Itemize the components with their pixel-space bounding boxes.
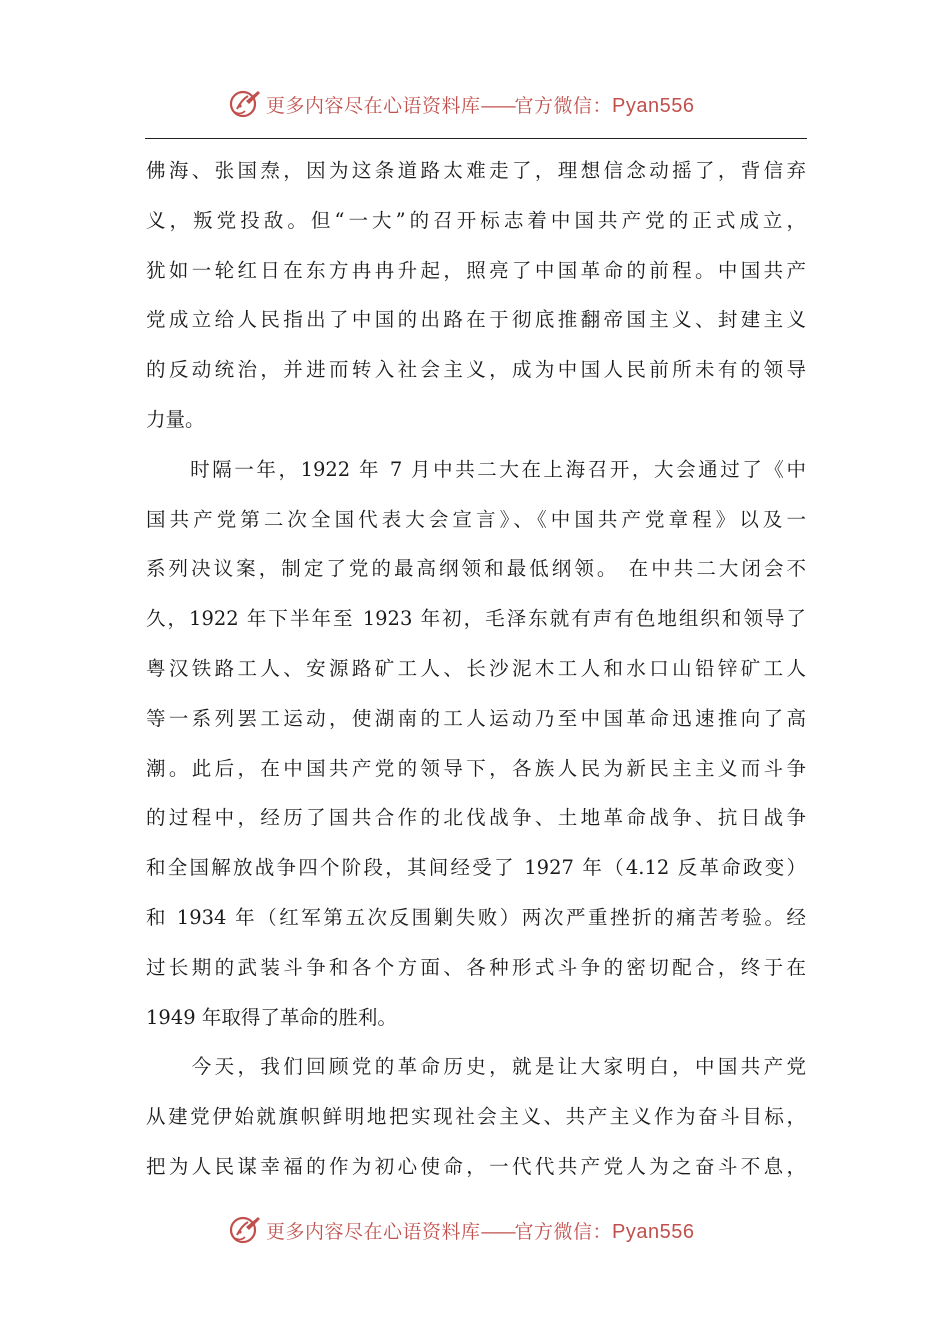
pen-logo-icon bbox=[228, 87, 262, 121]
header-divider bbox=[145, 138, 807, 139]
header-brand-line bbox=[266, 91, 695, 118]
text-line: 今天，我们回顾党的革命历史，就是让大家明白，中国共产党 bbox=[146, 1055, 806, 1079]
text-line: 久，1922 年下半年至 1923 年初，毛泽东就有声有色地组织和领导了 bbox=[146, 607, 806, 631]
header-wechat-id: Pyan556 bbox=[612, 94, 695, 117]
text-line: 义，叛党投敌。但“一大”的召开标志着中国共产党的正式成立， bbox=[146, 208, 806, 232]
article-body bbox=[146, 146, 806, 1192]
footer-brand-line bbox=[266, 1217, 695, 1244]
text-line: 力量。 bbox=[146, 407, 205, 431]
pen-logo-icon bbox=[228, 1213, 262, 1247]
footer-brand-text: 更多内容尽在心语资料库 bbox=[266, 1220, 481, 1243]
text-line: 党成立给人民指出了中国的出路在于彻底推翻帝国主义、封建主义 bbox=[146, 308, 806, 332]
text-line: 等一系列罢工运动，使湖南的工人运动乃至中国革命迅速推向了高 bbox=[146, 706, 806, 730]
text-line: 国共产党第二次全国代表大会宣言》、《中国共产党章程》以及一 bbox=[146, 507, 806, 531]
text-line: 的过程中，经历了国共合作的北伐战争、土地革命战争、抗日战争 bbox=[146, 806, 806, 830]
text-line: 系列决议案，制定了党的最高纲领和最低纲领。 在中共二大闭会不 bbox=[146, 557, 806, 581]
footer-dash: —— bbox=[480, 1220, 515, 1243]
text-line: 时隔一年，1922 年 7 月中共二大在上海召开，大会通过了《中 bbox=[146, 457, 806, 481]
text-line: 粤汉铁路工人、安源路矿工人、长沙泥木工人和水口山铅锌矿工人 bbox=[146, 656, 806, 680]
text-line: 佛海、张国焘，因为这条道路太难走了，理想信念动摇了，背信弃 bbox=[146, 159, 806, 182]
text-line: 把为人民谋幸福的作为初心使命，一代代共产党人为之奋斗不息， bbox=[146, 1154, 806, 1178]
footer-banner bbox=[0, 1210, 950, 1250]
text-line: 的反动统治，并进而转入社会主义，成为中国人民前所未有的领导 bbox=[146, 358, 806, 382]
text-line: 过长期的武装斗争和各个方面、各种形式斗争的密切配合，终于在 bbox=[146, 955, 806, 979]
text-line: 犹如一轮红日在东方冉冉升起，照亮了中国革命的前程。中国共产 bbox=[146, 258, 806, 282]
header-wechat-label: 官方微信： bbox=[514, 94, 613, 117]
header-banner bbox=[0, 84, 950, 124]
footer-wechat-label: 官方微信： bbox=[514, 1220, 613, 1243]
header-dash: —— bbox=[480, 94, 515, 117]
text-line: 从建党伊始就旗帜鲜明地把实现社会主义、共产主义作为奋斗目标， bbox=[146, 1105, 806, 1129]
text-line: 和全国解放战争四个阶段，其间经受了 1927 年（4.12 反革命政变） bbox=[146, 856, 806, 880]
text-line: 潮。此后，在中国共产党的领导下，各族人民为新民主主义而斗争 bbox=[146, 756, 806, 780]
footer-wechat-id: Pyan556 bbox=[612, 1220, 695, 1243]
text-line: 和 1934 年（红军第五次反围剿失败）两次严重挫折的痛苦考验。经 bbox=[146, 905, 806, 929]
text-line: 1949 年取得了革命的胜利。 bbox=[146, 1005, 397, 1029]
header-brand-text: 更多内容尽在心语资料库 bbox=[266, 94, 481, 117]
